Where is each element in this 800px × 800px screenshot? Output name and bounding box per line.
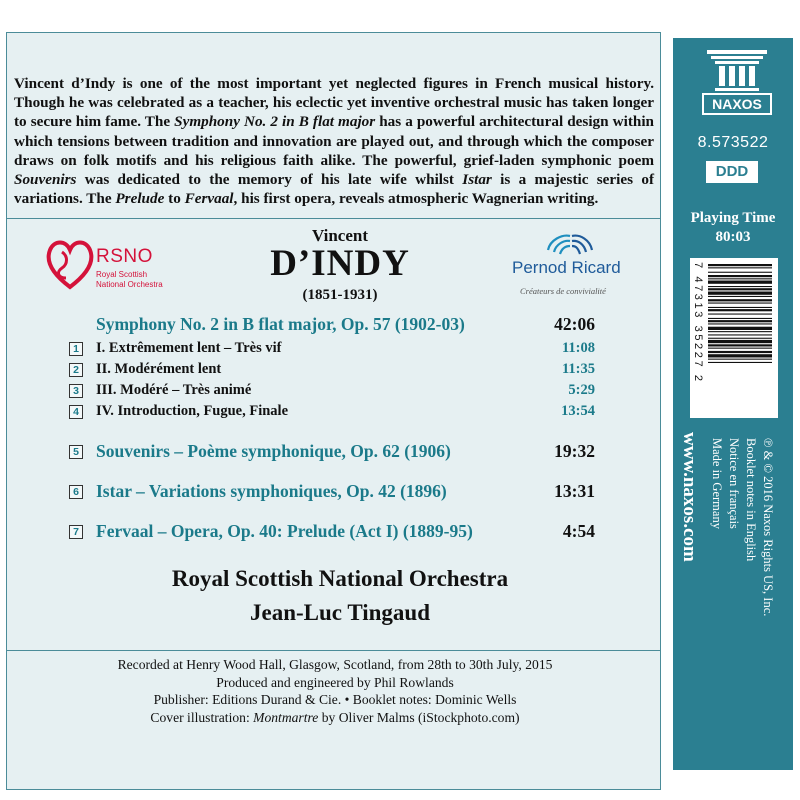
playing-time-value: 80:03 [715,229,751,245]
rsno-subtitle-line2: National Orchestra [96,280,163,289]
movement-time: 11:35 [561,361,595,377]
rsno-subtitle [96,270,196,290]
work-time: 19:32 [554,441,595,461]
work-title: Fervaal – Opera, Op. 40: Prelude (Act I) (1889-95) [96,521,473,541]
pernod-tagline: Créateurs de convivialité [520,286,606,296]
rsno-wordmark: RSNO [96,246,153,267]
rsno-subtitle-line1: Royal Scottish [96,270,148,279]
movement-title: III. Modéré – Très animé [96,382,252,398]
movement-title: II. Modérément lent [96,361,222,377]
work-title: Symphony No. 2 in B flat major, Op. 57 (1902-03) [96,314,465,334]
work-time: 4:54 [562,521,595,541]
work-title: Istar – Variations symphoniques, Op. 42 (1896) [96,481,447,501]
ddd-badge: DDD [706,161,758,183]
work-time: 13:31 [554,481,595,501]
credit-publisher: Publisher: Editions Durand & Cie. • Booklet notes: Dominic Wells [153,692,517,707]
movement-title: I. Extrêmement lent – Très vif [96,340,282,356]
copyright-text: ℗ & © 2016 Naxos Rights US, Inc. [761,438,775,617]
composer-years: (1851-1931) [302,287,378,303]
work-time: 42:06 [554,314,595,334]
barcode-icon [708,262,772,414]
orchestra-name: Royal Scottish National Orchestra [171,566,509,591]
divider-bottom [6,650,661,651]
naxos-wordmark: NAXOS [712,96,762,112]
credits-block [20,656,650,726]
movement-time: 5:29 [568,382,595,398]
catalog-number: 8.573522 [697,134,769,151]
track-number: 3 [69,384,83,398]
intro-paragraph: Vincent d’Indy is one of the most important yet neglected figures in French musical history. Though he was celebrated as a teacher, his eclectic yet inventive orchestral music has taken longer to secure him fame. The Symphony No. 2 in B flat major has a powerful architectural design within which tensions between tradition and innovation are played out, and through which the composer draws on folk motifs and his religious faith alike. The powerful, grief-laden symphonic poem Souvenirs was dedicated to the memory of his late wife whilst Istar is a majestic series of variations. The Prelude to Fervaal, his first opera, reveals atmospheric Wagnerian writing. [14,75,654,208]
notice-fr-text: Notice en français [727,438,741,529]
pernod-wordmark: Pernod Ricard [512,258,621,277]
credit-produced: Produced and engineered by Phil Rowlands [216,674,454,690]
playing-time-label: Playing Time [690,210,776,226]
credit-cover: Cover illustration: Montmartre by Oliver Malms (iStockphoto.com) [150,709,520,725]
work-title: Souvenirs – Poème symphonique, Op. 62 (1906) [96,441,451,461]
made-in-text: Made in Germany [710,438,724,529]
divider-top [6,218,661,219]
track-number: 7 [69,525,83,539]
track-number: 6 [69,485,83,499]
credit-recorded: Recorded at Henry Wood Hall, Glasgow, Scotland, from 28th to 30th July, 2015 [117,657,553,672]
composer-first-name: Vincent [311,226,369,245]
booklet-en-text: Booklet notes in English [744,438,758,562]
website-link[interactable]: www.naxos.com [679,432,700,562]
track-number: 4 [69,405,83,419]
conductor-name: Jean-Luc Tingaud [249,600,431,625]
composer-last-name: D’INDY [270,243,410,284]
track-number: 5 [69,445,83,459]
naxos-logo [697,42,777,120]
track-number: 1 [69,342,83,356]
movement-time: 11:08 [561,340,595,356]
track-number: 2 [69,363,83,377]
movement-time: 13:54 [561,403,595,419]
barcode-number: 7 47313 35227 2 [692,262,704,384]
movement-title: IV. Introduction, Fugue, Finale [96,403,289,419]
